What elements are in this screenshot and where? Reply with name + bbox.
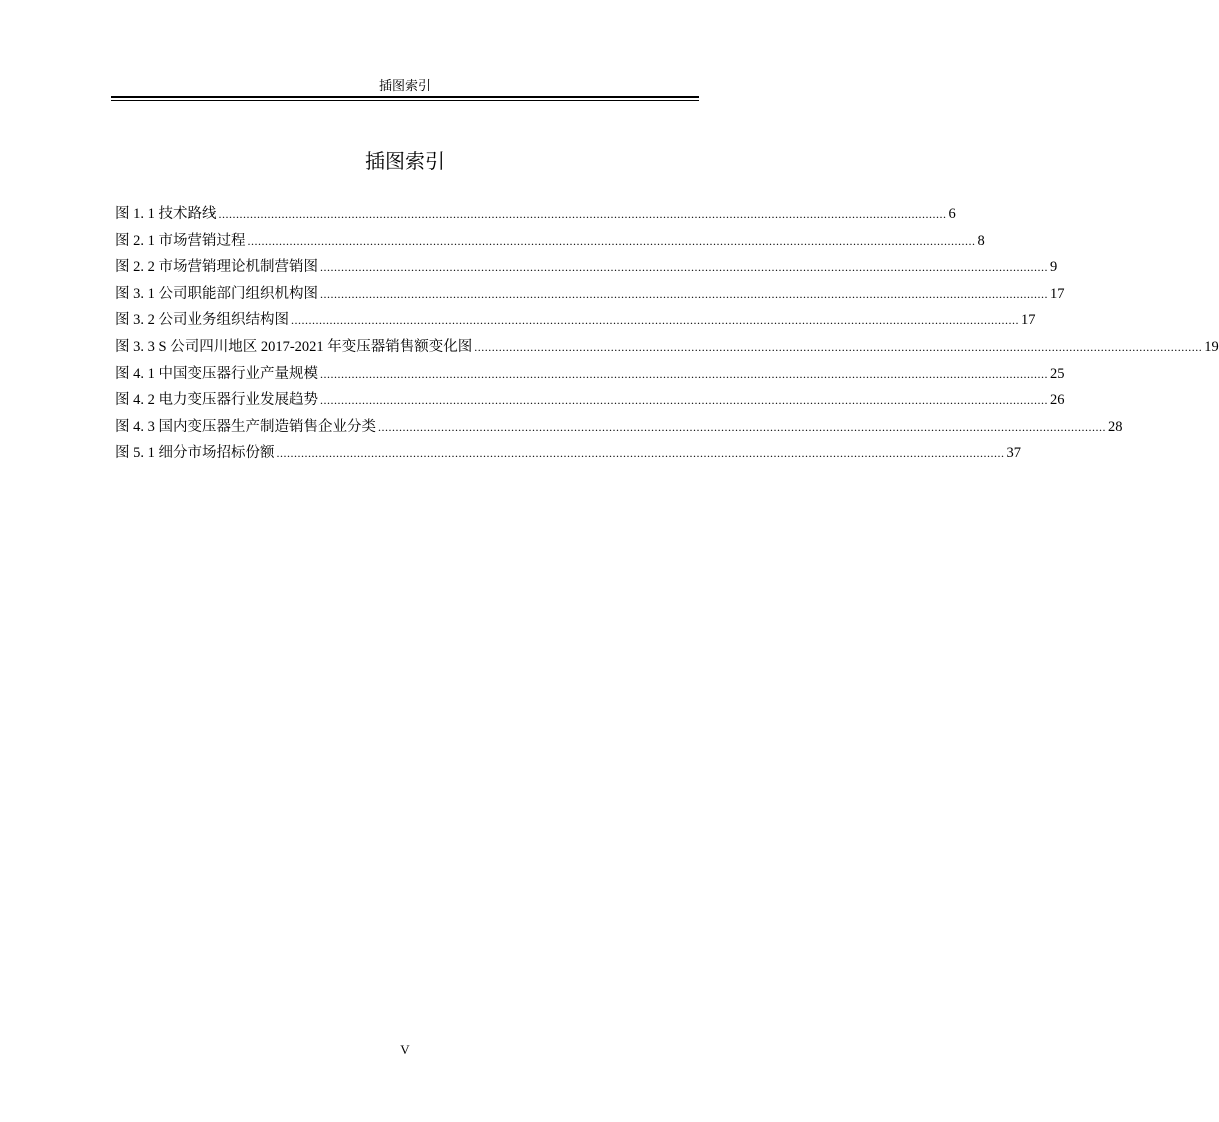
figure-entry[interactable] xyxy=(115,201,956,228)
figure-entry-label: 图 3. 3 S 公司四川地区 2017-2021 年变压器销售额变化图 xyxy=(115,338,473,355)
header-rule-thin xyxy=(111,100,699,101)
running-header: 插图索引 xyxy=(378,78,431,93)
figure-entry-page: 37 xyxy=(1006,445,1021,462)
figure-entry-label: 图 2. 1 市场营销过程 xyxy=(115,232,246,249)
dot-leader: ................................................................................................................................................................................................................ xyxy=(378,419,1106,434)
dot-leader: ................................................................................................................................................................................................................ xyxy=(247,233,976,248)
figure-index-list xyxy=(115,201,1219,467)
page-number: V xyxy=(400,1042,410,1057)
figure-entry-page: 17 xyxy=(1021,312,1036,329)
figure-entry-page: 8 xyxy=(977,232,985,249)
dot-leader: ................................................................................................................................................................................................................ xyxy=(320,393,1048,408)
figure-entry[interactable] xyxy=(115,334,1219,361)
figure-entry[interactable] xyxy=(115,414,1123,441)
page-title: 插图索引 xyxy=(365,149,445,173)
figure-entry-page: 25 xyxy=(1050,365,1065,382)
figure-entry-label: 图 4. 2 电力变压器行业发展趋势 xyxy=(115,392,318,409)
dot-leader: ................................................................................................................................................................................................................ xyxy=(320,366,1048,381)
figure-entry-page: 28 xyxy=(1108,418,1123,435)
dot-leader: ................................................................................................................................................................................................................ xyxy=(474,339,1203,354)
figure-entry-page: 19 xyxy=(1204,338,1219,355)
dot-leader: ................................................................................................................................................................................................................ xyxy=(320,286,1048,301)
figure-entry[interactable] xyxy=(115,228,985,255)
dot-leader: ................................................................................................................................................................................................................ xyxy=(276,446,1005,461)
figure-entry[interactable] xyxy=(115,254,1058,281)
figure-entry-page: 17 xyxy=(1050,285,1065,302)
header-rule-thick xyxy=(111,96,699,98)
figure-entry[interactable] xyxy=(115,281,1065,308)
figure-entry-label: 图 3. 1 公司职能部门组织机构图 xyxy=(115,285,318,302)
figure-entry-label: 图 5. 1 细分市场招标份额 xyxy=(115,445,275,462)
figure-entry-label: 图 3. 2 公司业务组织结构图 xyxy=(115,312,289,329)
figure-entry[interactable] xyxy=(115,307,1036,334)
figure-entry-page: 6 xyxy=(948,206,956,222)
figure-entry[interactable] xyxy=(115,387,1065,414)
figure-entry-label: 图 4. 1 中国变压器行业产量规模 xyxy=(115,365,318,382)
figure-entry-label: 图 4. 3 国内变压器生产制造销售企业分类 xyxy=(115,418,376,435)
dot-leader: ................................................................................................................................................................................................................ xyxy=(320,260,1048,275)
dot-leader: ................................................................................................................................................................................................................ xyxy=(291,313,1019,328)
figure-entry-page: 9 xyxy=(1050,259,1058,276)
figure-entry-label: 图 1. 1 技术路线 xyxy=(115,206,217,222)
figure-entry[interactable] xyxy=(115,440,1021,467)
dot-leader: ................................................................................................................................................................................................................ xyxy=(218,207,947,221)
figure-entry-label: 图 2. 2 市场营销理论机制营销图 xyxy=(115,259,318,276)
figure-entry[interactable] xyxy=(115,361,1065,388)
figure-entry-page: 26 xyxy=(1050,392,1065,409)
